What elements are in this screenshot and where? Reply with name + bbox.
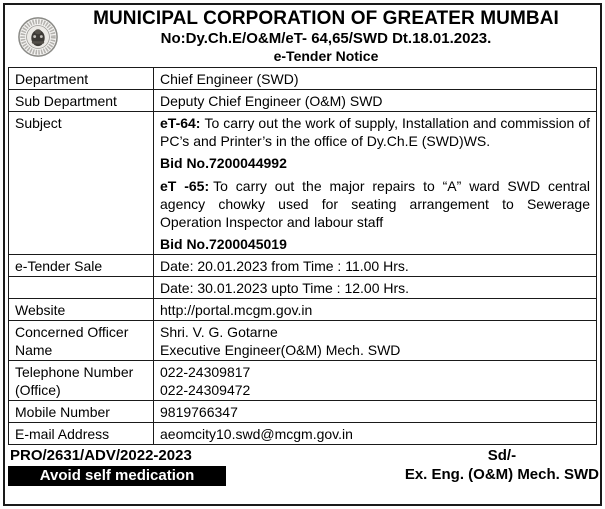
pro-advert-reference: PRO/2631/ADV/2022-2023 — [10, 447, 192, 464]
tender-65-code: eT -65: — [160, 177, 210, 194]
telephone-number-2: 022-24309472 — [160, 381, 251, 398]
officer-designation: Executive Engineer(O&M) Mech. SWD — [160, 341, 401, 358]
reference-number: No:Dy.Ch.E/O&M/eT- 64,65/SWD Dt.18.01.2023. — [160, 30, 492, 47]
website-label: Website — [9, 299, 154, 321]
mobile-label: Mobile Number — [9, 401, 154, 423]
subject-value — [154, 112, 597, 255]
footer-left-block — [8, 446, 226, 486]
sub-department-value: Deputy Chief Engineer (O&M) SWD — [154, 90, 597, 112]
signature-sd: Sd/- — [487, 447, 517, 464]
subject-label: Subject — [9, 112, 154, 255]
tender-64-bid-number: Bid No.7200044992 — [160, 154, 287, 171]
tender-64-description: eT-64: To carry out the work of supply, Installation and commission of PC’s and Printer’s in the office of Dy.Ch.E (SWD)WS. — [160, 114, 590, 149]
notice-footer — [8, 446, 600, 486]
tender-65-description: eT -65: To carry out the major repairs to “A” ward SWD central agency chowky used for seating arrangement to Sewerage Operation Inspector and labour staff — [160, 177, 590, 230]
etender-sale-upto-date: Date: 30.01.2023 upto Time : 12.00 Hrs. — [154, 277, 597, 299]
header-text-block — [59, 8, 597, 65]
telephone-value — [154, 361, 597, 401]
mobile-number: 9819766347 — [154, 401, 597, 423]
page-title: MUNICIPAL CORPORATION OF GREATER MUMBAI — [93, 8, 559, 29]
email-label: E-mail Address — [9, 423, 154, 445]
table-row-mobile — [9, 401, 597, 423]
etender-sale-label: e-Tender Sale — [9, 255, 154, 277]
website-url: http://portal.mcgm.gov.in — [154, 299, 597, 321]
table-row-concerned-officer — [9, 321, 597, 361]
table-row-telephone — [9, 361, 597, 401]
tender-details-table — [8, 67, 597, 445]
notice-header — [8, 7, 597, 67]
avoid-self-medication-banner: Avoid self medication — [8, 466, 226, 486]
officer-label: Concerned Officer Name — [9, 321, 154, 361]
notice-subtitle: e-Tender Notice — [273, 48, 379, 64]
table-row-department — [9, 68, 597, 90]
tender-notice-page — [3, 3, 602, 506]
signature-block — [405, 446, 600, 485]
etender-sale-empty-label — [9, 277, 154, 299]
department-value: Chief Engineer (SWD) — [154, 68, 597, 90]
table-row-etender-sale-from — [9, 255, 597, 277]
etender-sale-from-date: Date: 20.01.2023 from Time : 11.00 Hrs. — [154, 255, 597, 277]
table-row-website — [9, 299, 597, 321]
telephone-number-1: 022-24309817 — [160, 363, 251, 380]
officer-name: Shri. V. G. Gotarne — [160, 323, 278, 340]
officer-value — [154, 321, 597, 361]
table-row-subject — [9, 112, 597, 255]
table-row-etender-sale-upto — [9, 277, 597, 299]
table-row-email — [9, 423, 597, 445]
mcgm-seal-icon — [17, 16, 59, 58]
sub-department-label: Sub Department — [9, 90, 154, 112]
telephone-label: Telephone Number (Office) — [9, 361, 154, 401]
email-address: aeomcity10.swd@mcgm.gov.in — [154, 423, 597, 445]
department-label: Department — [9, 68, 154, 90]
table-row-sub-department — [9, 90, 597, 112]
tender-65-bid-number: Bid No.7200045019 — [160, 235, 287, 252]
signatory-designation: Ex. Eng. (O&M) Mech. SWD — [404, 466, 599, 483]
tender-64-code: eT-64: — [160, 114, 201, 131]
